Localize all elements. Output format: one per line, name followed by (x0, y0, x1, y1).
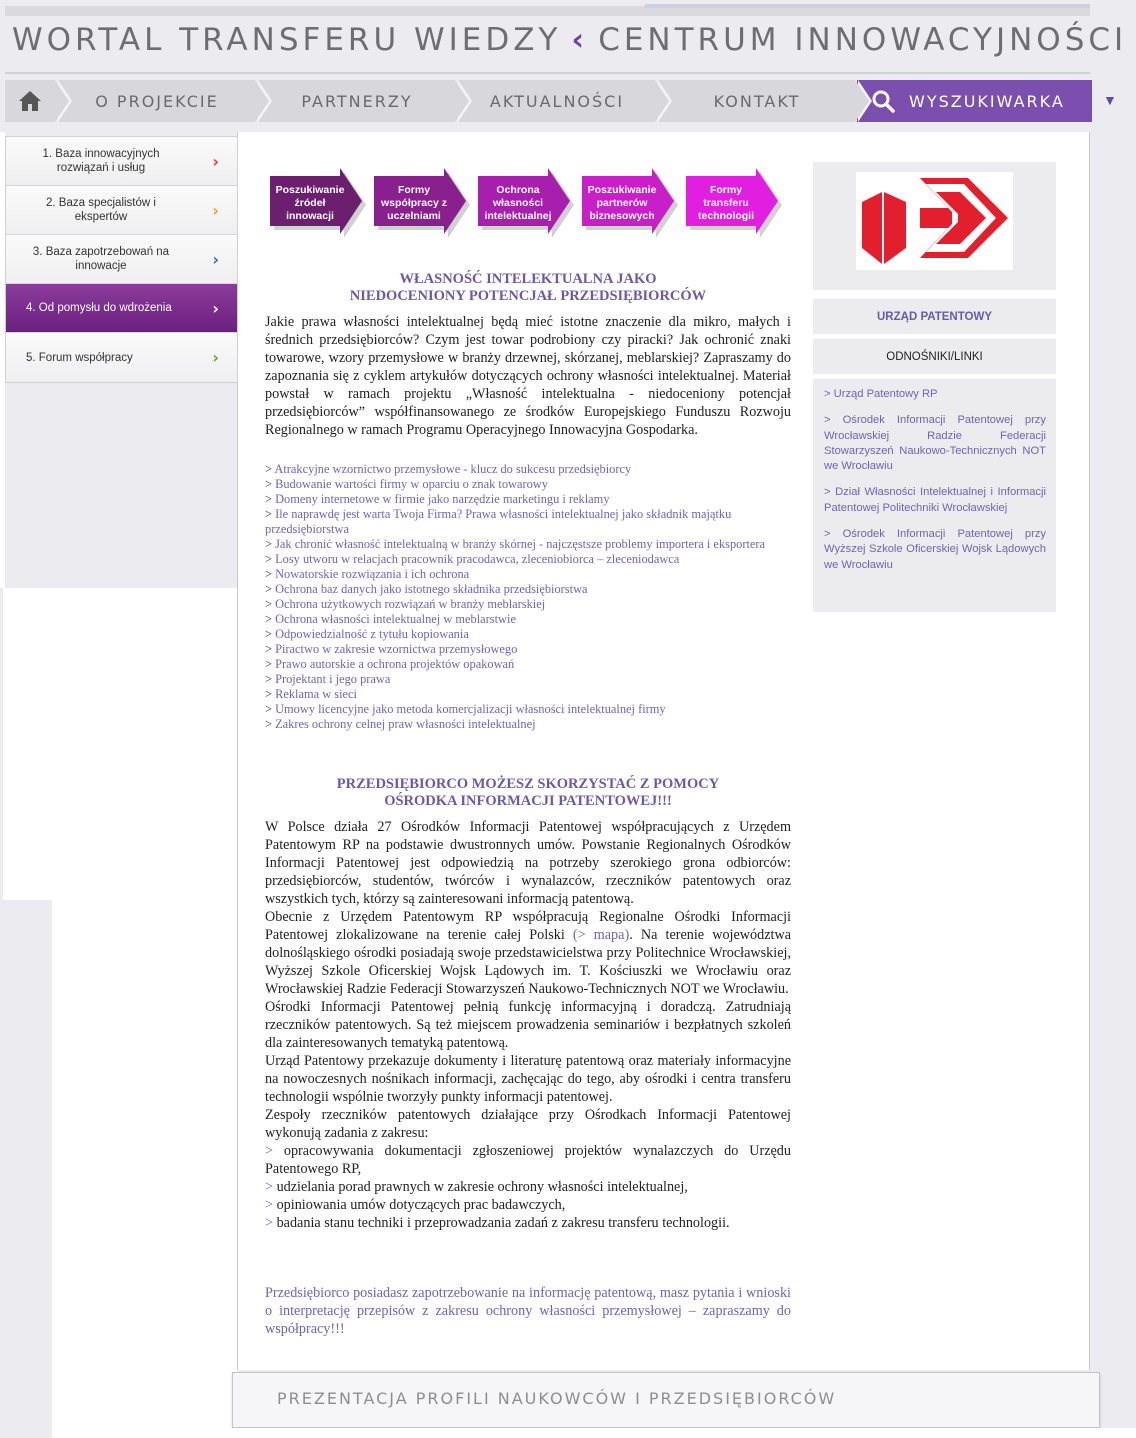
external-links-panel (813, 379, 1056, 612)
paragraph: Ośrodki Informacji Patentowej pełnią funkcję informacyjną i doradczą. Zatrudniają rzeczników patentowych. Są też miejscem prowadzenia seminariów i bezpłatnych szkoleń dla zainteresowanych tematyką patentową. (265, 999, 791, 1051)
article-link[interactable]: Prawo autorskie a ochrona projektów opakowań (275, 657, 515, 671)
chevron-right-icon: › (212, 200, 219, 220)
external-link[interactable]: > Ośrodek Informacji Patentowej przy Wyższej Szkole Oficerskiej Wojsk Lądowych we Wrocławiu (824, 528, 1046, 571)
article-link[interactable]: Ochrona użytkowych rozwiązań w branży meblarskiej (275, 597, 546, 611)
process-step-formy-wspolpracy[interactable] (372, 168, 472, 238)
article-link[interactable]: Ochrona baz danych jako istotnego składnika przedsiębiorstwa (275, 582, 588, 596)
sidebar-item-forum[interactable] (6, 333, 237, 382)
list-item[interactable]: > Domeny internetowe w firmie jako narzędzie marketingu i reklamy (265, 492, 610, 506)
bullet-item: > udzielania porad prawnych w zakresie ochrony własności intelektualnej, (265, 1179, 688, 1195)
list-item[interactable]: > Ochrona własności intelektualnej w meblarstwie (265, 612, 516, 626)
paragraph (265, 908, 791, 998)
heading-line: PRZEDSIĘBIORCO MOŻESZ SKORZYSTAĆ Z POMOCY (336, 776, 720, 792)
nav-label: AKTUALNOŚCI (489, 91, 625, 111)
home-icon (18, 90, 42, 112)
bullet-text: opracowywania dokumentacji zgłoszeniowej projektów wynalazczych do Urzędu Patentowego RP, (265, 1143, 791, 1177)
list-item[interactable]: > Projektant i jego prawa (265, 672, 391, 686)
closing-paragraph: Przedsiębiorco posiadasz zapotrzebowanie na informację patentową, masz pytania i wnioski o interpretację przepisów z zakresu ochrony własności przemysłowej – zapraszamy do współpracy!!! (265, 1285, 791, 1337)
sidebar-item-label: 3. Baza zapotrzebowań na innowacje (32, 246, 170, 272)
article-link[interactable]: Projektant i jego prawa (275, 672, 391, 686)
sidebar-item-label: 2. Baza specjalistów i ekspertów (46, 197, 156, 223)
sidebar-item-od-pomyslu[interactable] (6, 284, 237, 333)
process-step-label: Ochrona własności intelektualnej (484, 183, 552, 222)
bullet-item: > opracowywania dokumentacji zgłoszeniowej projektów wynalazczych do Urzędu Patentowego RP, (265, 1143, 791, 1177)
patent-office-logo[interactable] (856, 172, 1013, 270)
main-nav (5, 80, 1136, 122)
article-link[interactable]: Zakres ochrony celnej praw własności intelektualnej (275, 717, 536, 731)
process-step-ochrona-wlasnosci[interactable] (476, 168, 576, 238)
patent-office-logo-icon (856, 172, 1013, 270)
list-item[interactable]: > Odpowiedzialność z tytułu kopiowania (265, 627, 469, 641)
process-step-label: Formy transferu technologii (698, 183, 754, 222)
chevron-right-icon: › (212, 298, 219, 318)
right-margin (1090, 132, 1103, 1370)
article-link[interactable]: Atrakcyjne wzornictwo przemysłowe - klucz do sukcesu przedsiębiorcy (274, 462, 632, 476)
article-link[interactable]: Piractwo w zakresie wzornictwa przemysłowego (275, 642, 518, 656)
process-step-label: Poszukiwanie źródeł innowacji (275, 183, 345, 222)
urzad-patentowy-button[interactable]: URZĄD PATENTOWY (813, 299, 1056, 334)
chevron-left-icon: ‹ (571, 22, 589, 58)
heading-line: NIEDOCENIONY POTENCJAŁ PRZEDSIĘBIORCÓW (349, 288, 707, 304)
nav-aktualnosci[interactable] (459, 80, 655, 122)
nav-partnerzy[interactable] (259, 80, 455, 122)
chevron-right-icon: › (212, 348, 219, 367)
bullet-text: badania stanu techniki i przeprowadzania zadań z zakresu transferu technologii. (276, 1215, 730, 1231)
sidebar-item-label: 4. Od pomysłu do wdrożenia (26, 302, 172, 314)
article-link[interactable]: Losy utworu w relacjach pracownik pracodawca, zleceniobiorca – zleceniodawca (275, 552, 680, 566)
site-title-left: WORTAL TRANSFERU WIEDZY (12, 22, 562, 58)
list-item[interactable]: > Ile naprawdę jest warta Twoja Firma? Prawa własności intelektualnej jako składnik majątku przedsiębiorstwa (265, 507, 732, 536)
sidebar-item-baza-specjalistow[interactable] (6, 186, 237, 235)
process-step-label: Formy współpracy z uczelniami (381, 183, 447, 222)
article-link[interactable]: Ochrona własności intelektualnej w meblarstwie (275, 612, 516, 626)
logo-panel (813, 162, 1056, 290)
bullet-text: udzielania porad prawnych w zakresie ochrony własności intelektualnej, (276, 1179, 688, 1195)
section-heading (265, 776, 791, 810)
article-link[interactable]: Jak chronić własność intelektualną w branży skórnej - najczęstsze problemy importera i eksportera (275, 537, 766, 551)
site-title[interactable] (12, 22, 1127, 58)
list-item[interactable]: > Zakres ochrony celnej praw własności intelektualnej (265, 717, 536, 731)
list-item[interactable]: > Piractwo w zakresie wzornictwa przemysłowego (265, 642, 518, 656)
chevron-down-icon[interactable]: ▼ (1103, 92, 1117, 108)
article-link[interactable]: Umowy licencyjne jako metoda komercjalizacji własności intelektualnej firmy (275, 702, 666, 716)
section-heading (265, 271, 791, 305)
paragraph: W Polsce działa 27 Ośrodków Informacji Patentowej współpracujących z Urzędem Patentowym RP na podstawie dwustronnych umów. Powstanie Regionalnych Ośrodków Informacji Patentowej jest odpowiedzią na potrzeby szerokiego grona odbiorców: przedsiębiorców, studentów, twórców i wynalazców, rzeczników patentowych oraz wszystkich tych, którzy są zainteresowani informacją patentową. (265, 819, 791, 907)
list-item[interactable]: > Umowy licencyjne jako metoda komercjalizacji własności intelektualnej firmy (265, 702, 666, 716)
list-item[interactable]: > Ochrona użytkowych rozwiązań w branży meblarskiej (265, 597, 546, 611)
paragraph-text: . Na terenie województwa dolnośląskiego ośrodki posiadają swoje przedstawicielstwa przy Politechnice Wrocławskiej, Wyższej Szkole Oficerskiej Wojsk Lądowych im. T. Kościuszki we Wrocławiu oraz Wrocławskiej Radzie Federacji Stowarzyszeń Naukowo-Technicznych NOT we Wrocławiu. (265, 927, 791, 997)
right-column (813, 162, 1056, 612)
article-link[interactable]: Budowanie wartości firmy w oparciu o znak towarowy (275, 477, 548, 491)
heading-line: OŚRODKA INFORMACJI PATENTOWEJ!!! (384, 793, 672, 809)
article-link[interactable]: Ile naprawdę jest warta Twoja Firma? Prawa własności intelektualnej jako składnik majątku przedsiębiorstwa (265, 507, 732, 536)
external-link[interactable]: > Urząd Patentowy RP (824, 388, 938, 400)
site-title-right: CENTRUM INNOWACYJNOŚCI (598, 22, 1128, 58)
search-label: WYSZUKIWARKA (909, 91, 1065, 111)
bullet-item: > badania stanu techniki i przeprowadzania zadań z zakresu transferu technologii. (265, 1215, 730, 1231)
chevron-right-icon: › (212, 151, 219, 171)
list-item[interactable]: > Ochrona baz danych jako istotnego składnika przedsiębiorstwa (265, 582, 588, 596)
map-link[interactable]: (> mapa) (572, 927, 630, 943)
sidebar-item-baza-zapotrzebowan[interactable] (6, 235, 237, 284)
bullet-text: opiniowania umów dotyczących prac badawczych, (276, 1197, 566, 1213)
search-icon (871, 89, 895, 113)
list-item[interactable]: > Jak chronić własność intelektualną w branży skórnej - najczęstsze problemy importera i eksportera (265, 537, 766, 551)
footer-label: PREZENTACJA PROFILI NAUKOWCÓW I PRZEDSIĘBIORCÓW (277, 1389, 837, 1408)
sidebar (5, 136, 238, 383)
footer-bar[interactable] (232, 1372, 1100, 1428)
body-text (265, 818, 791, 1232)
nav-label: PARTNERZY (301, 91, 413, 111)
nav-search-button[interactable] (857, 80, 1092, 122)
nav-label: O PROJEKCIE (95, 91, 219, 111)
article-link[interactable]: Reklama w sieci (275, 687, 357, 701)
external-link[interactable]: > Dział Własności Intelektualnej i Informacji Patentowej Politechniki Wrocławskiej (824, 486, 1046, 514)
bottom-strip (52, 1428, 1136, 1438)
article-link[interactable]: Odpowiedzialność z tytułu kopiowania (275, 627, 469, 641)
process-step-label: Poszukiwanie partnerów biznesowych (587, 183, 657, 222)
list-item[interactable]: > Nowatorskie rozwiązania i ich ochrona (265, 567, 470, 581)
list-item[interactable]: > Reklama w sieci (265, 687, 357, 701)
sidebar-item-label: 5. Forum współpracy (26, 351, 133, 364)
process-step-poszukiwanie-partnerow[interactable] (580, 168, 680, 238)
title-divider (5, 72, 1090, 74)
nav-o-projekcie[interactable] (59, 80, 255, 122)
left-background (3, 588, 238, 900)
chevron-right-icon: › (212, 249, 219, 269)
list-item[interactable]: > Budowanie wartości firmy w oparciu o znak towarowy (265, 477, 548, 491)
process-step-poszukiwanie-zrodel[interactable] (268, 168, 368, 238)
paragraph: Zespoły rzeczników patentowych działające przy Ośrodkach Informacji Patentowej wykonują zadania z zakresu: (265, 1107, 791, 1141)
odnosniki-button[interactable]: ODNOŚNIKI/LINKI (813, 339, 1056, 374)
intro-paragraph: Jakie prawa własności intelektualnej będą mieć istotne znaczenie dla mikro, małych i średnich przedsiębiorców? Czym jest towar podrobiony czy piracki? Jak ochronić znaki towarowe, wzory przemysłowe w branży drzewnej, skórzanej, meblarskiej? Zapraszamy do zapoznania się z cyklem artykułów dotyczących ochrony własności intelektualnej. Materiał powstał w ramach projektu „Własność intelektualna - niedoceniony potencjał przedsiębiorców” współfinansowanego ze środków Europejskiego Funduszu Rozwoju Regionalnego w ramach Programu Operacyjnego Innowacyjna Gospodarka. (265, 314, 791, 438)
nav-home[interactable] (5, 80, 55, 122)
paragraph: Urząd Patentowy przekazuje dokumenty i literaturę patentową oraz materiały informacyjne na nowoczesnych nośnikach informacji, zachęcając do tego, aby ośrodki i centra transferu technologii wspólnie tworzyły punkty informacji patentowej. (265, 1053, 791, 1105)
article-link[interactable]: Nowatorskie rozwiązania i ich ochrona (275, 567, 470, 581)
sidebar-item-label: 1. Baza innowacyjnych rozwiązań i usług (42, 148, 160, 174)
list-item[interactable]: > Losy utworu w relacjach pracownik pracodawca, zleceniobiorca – zleceniodawca (265, 552, 680, 566)
top-strip-accent (645, 4, 1090, 8)
list-item[interactable]: > Prawo autorskie a ochrona projektów opakowań (265, 657, 515, 671)
list-item[interactable]: > Atrakcyjne wzornictwo przemysłowe - klucz do sukcesu przedsiębiorcy (265, 462, 632, 476)
left-background (52, 900, 238, 1438)
heading-line: WŁASNOŚĆ INTELEKTUALNA JAKO (399, 271, 657, 287)
process-step-formy-transferu[interactable] (684, 168, 784, 238)
external-link[interactable]: > Ośrodek Informacji Patentowej przy Wrocławskiej Radzie Federacji Stowarzyszeń Naukowo-Technicznych NOT we Wrocławiu (824, 414, 1046, 473)
nav-kontakt[interactable] (659, 80, 855, 122)
bullet-item: > opiniowania umów dotyczących prac badawczych, (265, 1197, 566, 1213)
paragraph-text: Obecnie z Urzędem Patentowym RP współpracują Regionalne Ośrodki Informacji Patentowej zlokalizowane na terenie całej Polski (265, 909, 791, 943)
nav-label: KONTAKT (713, 91, 801, 111)
article-link-list (265, 462, 791, 732)
article-link[interactable]: Domeny internetowe w firmie jako narzędzie marketingu i reklamy (275, 492, 610, 506)
sidebar-item-baza-innowacyjnych[interactable] (6, 137, 237, 186)
